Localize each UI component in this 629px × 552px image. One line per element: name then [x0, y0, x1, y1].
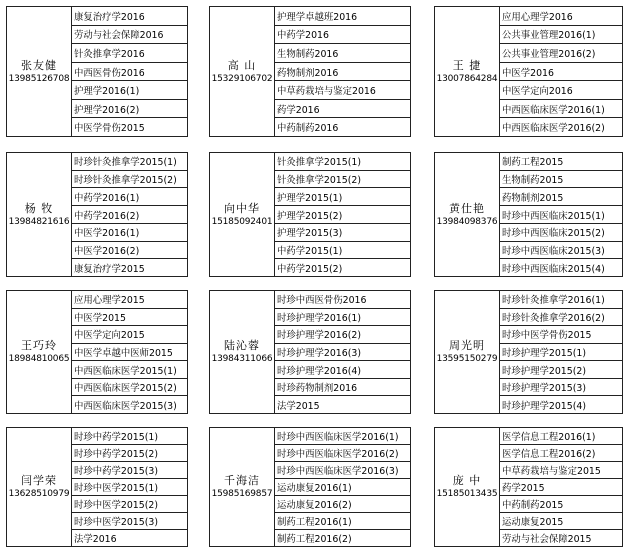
- class-item: 时珍针灸推拿学2015(1): [72, 153, 187, 171]
- class-item: 时珍中西医临床2015(3): [500, 242, 622, 260]
- class-item: 法学2016: [74, 534, 117, 545]
- teacher-card: [209, 290, 411, 414]
- class-item: 运动康复2016(1): [275, 479, 410, 496]
- teacher-card: [209, 6, 411, 137]
- class-item: 时珍护理学2015(4): [502, 400, 587, 412]
- class-item: 药学2016: [275, 100, 410, 119]
- class-item: 康复治疗学2015: [74, 263, 145, 275]
- teacher-info: [435, 291, 500, 413]
- class-list: [275, 153, 410, 276]
- class-item: 制药工程2016(2): [277, 534, 352, 545]
- teacher-phone: 15185092401: [211, 216, 273, 227]
- class-list: [275, 428, 410, 546]
- teacher-card: [6, 152, 188, 277]
- class-item: 中医学卓越中医师2015: [72, 344, 187, 362]
- class-item: 中药学2016: [275, 26, 410, 45]
- teacher-phone: 13984821616: [8, 216, 70, 227]
- class-item: 制药工程2016(1): [275, 513, 410, 530]
- class-item: 中药制药2016: [277, 123, 339, 135]
- class-item: 中医学定向2016: [500, 81, 622, 100]
- teacher-name: 向中华: [224, 201, 260, 215]
- class-item: 时珍中医学2015(2): [72, 496, 187, 513]
- class-item: 护理学2016(1): [72, 81, 187, 100]
- class-item: 时珍中药学2015(1): [72, 428, 187, 445]
- class-item: 中医学骨伤2015: [74, 123, 145, 135]
- teacher-name: 王巧玲: [21, 339, 57, 352]
- teacher-phone: 13007864284: [436, 73, 498, 84]
- class-item: 中西医临床医学2015(1): [72, 361, 187, 379]
- class-item: 时珍中西医临床2015(4): [502, 263, 605, 275]
- teacher-info: [210, 291, 275, 413]
- class-item: 针灸推拿学2016: [72, 44, 187, 63]
- class-list: [500, 428, 622, 546]
- class-item: 中西医骨伤2016: [72, 63, 187, 82]
- teacher-card: [434, 290, 623, 414]
- teacher-card: [6, 290, 188, 414]
- class-item: 劳动与社会保障2016: [72, 26, 187, 45]
- class-item: 应用心理学2015: [72, 291, 187, 309]
- class-item: 时珍护理学2016(1): [275, 309, 410, 327]
- class-item: 时珍中西医临床医学2016(2): [275, 445, 410, 462]
- teacher-name: 高 山: [227, 58, 257, 72]
- class-item: 药物制剂2016: [275, 63, 410, 82]
- class-item: 护理学卓越班2016: [275, 7, 410, 26]
- class-item: 时珍护理学2015(1): [500, 344, 622, 362]
- teacher-card: [434, 152, 623, 277]
- teacher-info: [7, 291, 72, 413]
- class-list: [72, 7, 187, 136]
- teacher-info: [7, 7, 72, 136]
- class-item: 药学2015: [500, 479, 622, 496]
- class-item: 中西医临床医学2015(2): [72, 379, 187, 397]
- class-item: 生物制药2016: [275, 44, 410, 63]
- teacher-phone: 13984311066: [211, 354, 273, 364]
- class-item: 运动康复2016(2): [275, 496, 410, 513]
- class-item: 中医学2016(1): [72, 224, 187, 242]
- class-item: 中药学2016(1): [72, 188, 187, 206]
- class-item: 中草药栽培与鉴定2016: [275, 81, 410, 100]
- teacher-info: [210, 7, 275, 136]
- class-item: 中医学2016: [500, 63, 622, 82]
- teacher-phone: 15985169857: [211, 489, 273, 499]
- class-item: 时珍中药学2015(3): [72, 462, 187, 479]
- class-item: 时珍中西医临床医学2016(3): [275, 462, 410, 479]
- teacher-name: 千海洁: [224, 474, 260, 487]
- class-item: 护理学2015(1): [275, 188, 410, 206]
- teacher-phone: 13595150279: [436, 354, 498, 364]
- class-item: 中药学2015(1): [275, 242, 410, 260]
- teacher-info: [435, 153, 500, 276]
- class-item: 时珍护理学2015(3): [500, 379, 622, 397]
- class-item: 时珍针灸推拿学2015(2): [72, 171, 187, 189]
- teacher-card: [209, 152, 411, 277]
- class-list: [500, 291, 622, 413]
- class-item: 时珍中医学2015(3): [72, 513, 187, 530]
- teacher-name: 周光明: [449, 339, 485, 352]
- teacher-name: 张友健: [21, 58, 57, 72]
- class-item: 制药工程2015: [500, 153, 622, 171]
- class-item: 时珍针灸推拿学2016(2): [500, 309, 622, 327]
- class-list: [72, 153, 187, 276]
- class-item: 劳动与社会保障2015: [502, 534, 592, 545]
- teacher-info: [210, 428, 275, 546]
- teacher-name: 杨 牧: [24, 201, 54, 215]
- teacher-name: 王 捷: [452, 58, 482, 72]
- class-item: 时珍中药学2015(2): [72, 445, 187, 462]
- teacher-info: [435, 428, 500, 546]
- teacher-name: 陆沁蓉: [224, 339, 260, 352]
- class-item: 中药学2015(2): [277, 263, 343, 275]
- class-list: [72, 291, 187, 413]
- teacher-phone: 13628510979: [8, 489, 70, 499]
- class-item: 药物制剂2015: [500, 188, 622, 206]
- teacher-phone: 13984098376: [436, 216, 498, 227]
- teacher-info: [435, 7, 500, 136]
- class-list: [275, 7, 410, 136]
- teacher-card: [209, 427, 411, 547]
- class-item: 中草药栽培与鉴定2015: [500, 462, 622, 479]
- class-item: 时珍药物制剂2016: [275, 379, 410, 397]
- class-item: 中西医临床医学2016(1): [500, 100, 622, 119]
- class-item: 法学2015: [277, 400, 320, 412]
- class-item: 中西医临床医学2015(3): [74, 400, 177, 412]
- class-item: 针灸推拿学2015(1): [275, 153, 410, 171]
- teacher-card: [6, 6, 188, 137]
- class-item: 时珍中西医临床2015(2): [500, 224, 622, 242]
- class-item: 中西医临床医学2016(2): [502, 123, 605, 135]
- class-item: 应用心理学2016: [500, 7, 622, 26]
- teacher-name: 庞 中: [452, 474, 482, 487]
- class-item: 医学信息工程2016(2): [500, 445, 622, 462]
- teacher-name: 黄仕艳: [449, 201, 485, 215]
- class-item: 时珍护理学2016(2): [275, 326, 410, 344]
- class-list: [72, 428, 187, 546]
- teacher-info: [210, 153, 275, 276]
- class-item: 时珍中医学2015(1): [72, 479, 187, 496]
- class-item: 时珍护理学2016(4): [275, 361, 410, 379]
- class-item: 公共事业管理2016(2): [500, 44, 622, 63]
- class-item: 康复治疗学2016: [72, 7, 187, 26]
- teacher-info: [7, 153, 72, 276]
- class-item: 中药学2016(2): [72, 206, 187, 224]
- class-item: 中医学定向2015: [72, 326, 187, 344]
- class-item: 时珍中西医骨伤2016: [275, 291, 410, 309]
- class-item: 生物制药2015: [500, 171, 622, 189]
- class-item: 时珍护理学2016(3): [275, 344, 410, 362]
- teacher-phone: 15185013435: [436, 489, 498, 499]
- teacher-card: [6, 427, 188, 547]
- class-item: 时珍中西医临床医学2016(1): [275, 428, 410, 445]
- class-item: 中医学2015: [72, 309, 187, 327]
- class-list: [500, 153, 622, 276]
- teacher-phone: 15329106702: [211, 73, 273, 84]
- class-item: 针灸推拿学2015(2): [275, 171, 410, 189]
- class-list: [275, 291, 410, 413]
- class-item: 运动康复2015: [500, 513, 622, 530]
- class-item: 时珍中医学骨伤2015: [500, 326, 622, 344]
- teacher-phone: 13985126708: [8, 73, 70, 84]
- teacher-card: [434, 6, 623, 137]
- teacher-name: 闫学荣: [21, 474, 57, 487]
- class-item: 护理学2015(3): [275, 224, 410, 242]
- class-list: [500, 7, 622, 136]
- teacher-card: [434, 427, 623, 547]
- class-item: 护理学2015(2): [275, 206, 410, 224]
- teacher-info: [7, 428, 72, 546]
- class-item: 中医学2016(2): [72, 242, 187, 260]
- class-item: 时珍中西医临床2015(1): [500, 206, 622, 224]
- class-item: 医学信息工程2016(1): [500, 428, 622, 445]
- class-item: 护理学2016(2): [72, 100, 187, 119]
- class-item: 时珍针灸推拿学2016(1): [500, 291, 622, 309]
- class-item: 公共事业管理2016(1): [500, 26, 622, 45]
- class-item: 时珍护理学2015(2): [500, 361, 622, 379]
- class-item: 中药制药2015: [500, 496, 622, 513]
- teacher-phone: 18984810065: [8, 354, 70, 364]
